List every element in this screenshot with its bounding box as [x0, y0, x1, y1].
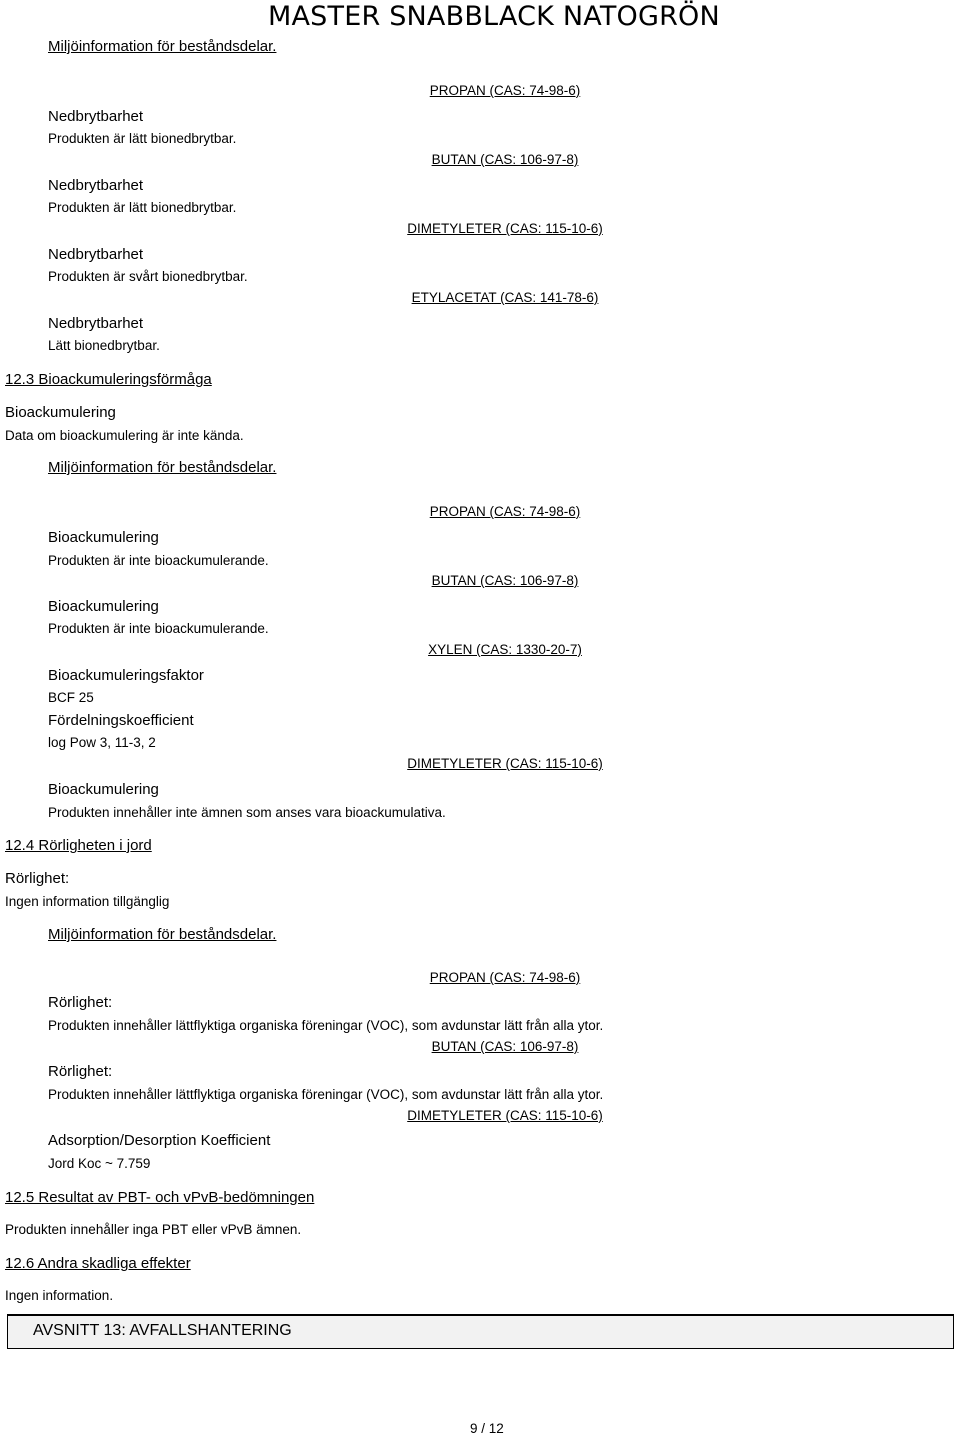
property-label: Nedbrytbarhet	[48, 177, 144, 194]
page-number: 9 / 12	[470, 1421, 504, 1436]
property-value: Produkten innehåller inte ämnen som anses vara bioackumulativa.	[48, 805, 446, 820]
property-label: Nedbrytbarhet	[48, 315, 144, 332]
document-title: MASTER SNABBLACK NATOGRÖN	[268, 1, 720, 32]
component-name: BUTAN (CAS: 106-97-8)	[431, 573, 579, 588]
env-info-heading: Miljöinformation för beståndsdelar.	[48, 459, 277, 476]
component-name: DIMETYLETER (CAS: 115-10-6)	[407, 1108, 603, 1123]
property-value: Produkten är lätt bionedbrytbar.	[48, 200, 237, 215]
property-label: Rörlighet:	[48, 1063, 113, 1080]
property-value: Produkten innehåller lättflyktiga organiska föreningar (VOC), som avdunstar lätt från alla ytor.	[48, 1087, 604, 1102]
property-value: Produkten innehåller inga PBT eller vPvB ämnen.	[5, 1222, 302, 1237]
property-label: Bioackumulering	[48, 598, 159, 615]
property-value: Produkten innehåller lättflyktiga organiska föreningar (VOC), som avdunstar lätt från alla ytor.	[48, 1018, 604, 1033]
property-value: Produkten är inte bioackumulerande.	[48, 621, 269, 636]
property-label: Rörlighet:	[5, 870, 70, 887]
section-heading-12-6: 12.6 Andra skadliga effekter	[5, 1255, 191, 1272]
property-value: Data om bioackumulering är inte kända.	[5, 428, 244, 443]
property-label: Nedbrytbarhet	[48, 246, 144, 263]
section-13-title: AVSNITT 13: AVFALLSHANTERING	[33, 1322, 292, 1339]
property-label: Nedbrytbarhet	[48, 108, 144, 125]
property-value: Ingen information.	[5, 1288, 114, 1303]
property-value: log Pow 3, 11-3, 2	[48, 735, 156, 750]
property-value: Produkten är svårt bionedbrytbar.	[48, 269, 248, 284]
env-info-heading: Miljöinformation för beståndsdelar.	[48, 38, 277, 55]
section-heading-12-4: 12.4 Rörligheten i jord	[5, 837, 152, 854]
component-name: PROPAN (CAS: 74-98-6)	[429, 504, 581, 519]
property-value: Ingen information tillgänglig	[5, 894, 170, 909]
property-label: Bioackumuleringsfaktor	[48, 667, 204, 684]
section-heading-12-3: 12.3 Bioackumuleringsförmåga	[5, 371, 212, 388]
component-name: BUTAN (CAS: 106-97-8)	[431, 152, 579, 167]
component-name: XYLEN (CAS: 1330-20-7)	[428, 642, 582, 657]
property-value: Produkten är inte bioackumulerande.	[48, 553, 269, 568]
property-label: Bioackumulering	[48, 781, 159, 798]
property-value: BCF 25	[48, 690, 94, 705]
section-heading-12-5: 12.5 Resultat av PBT- och vPvB-bedömningen	[5, 1189, 315, 1206]
property-label: Fördelningskoefficient	[48, 712, 194, 729]
env-info-heading: Miljöinformation för beståndsdelar.	[48, 926, 277, 943]
component-name: PROPAN (CAS: 74-98-6)	[429, 970, 581, 985]
property-label: Adsorption/Desorption Koefficient	[48, 1132, 271, 1149]
property-label: Bioackumulering	[48, 529, 159, 546]
section-13-header	[7, 1314, 954, 1349]
component-name: DIMETYLETER (CAS: 115-10-6)	[407, 756, 603, 771]
component-name: DIMETYLETER (CAS: 115-10-6)	[407, 221, 603, 236]
component-name: PROPAN (CAS: 74-98-6)	[429, 83, 581, 98]
component-name: BUTAN (CAS: 106-97-8)	[431, 1039, 579, 1054]
property-value: Jord Koc ~ 7.759	[48, 1156, 151, 1171]
property-value: Lätt bionedbrytbar.	[48, 338, 160, 353]
component-name: ETYLACETAT (CAS: 141-78-6)	[411, 290, 599, 305]
property-label: Rörlighet:	[48, 994, 113, 1011]
property-value: Produkten är lätt bionedbrytbar.	[48, 131, 237, 146]
property-label: Bioackumulering	[5, 404, 116, 421]
